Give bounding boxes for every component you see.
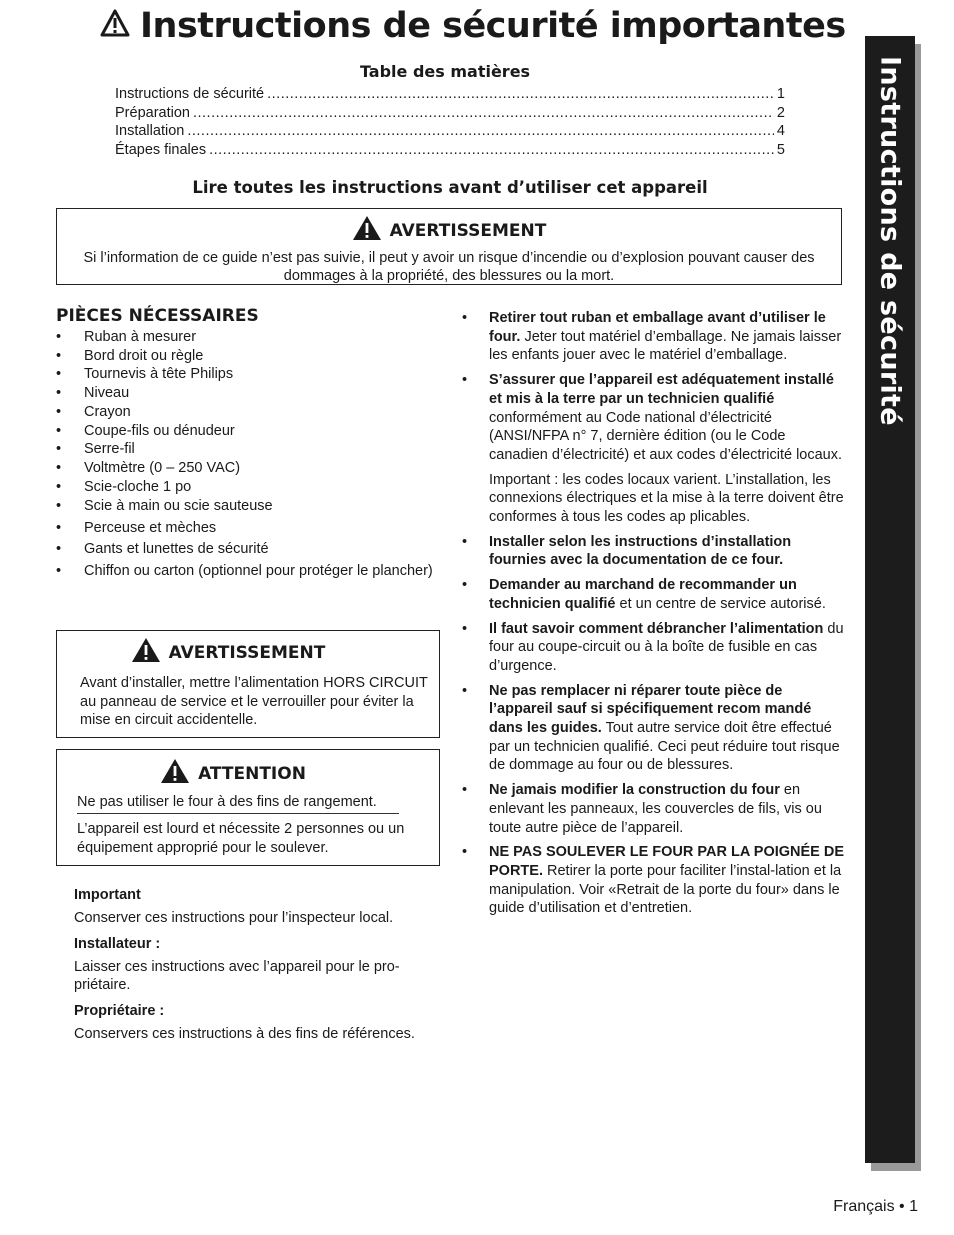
list-item-bold: Ne jamais modifier la construction du four xyxy=(489,782,780,799)
list-item: • Serre-fil xyxy=(56,440,440,459)
list-item-text: conformément au Code national d’électricité (ANSI/NFPA n° 7, dernière édition (ou le Code canadien d’électricité) et aux codes d’électricité locaux. xyxy=(489,409,843,463)
list-item xyxy=(462,682,847,776)
toc-entry-label: Installation xyxy=(115,123,185,139)
list-item: • Niveau xyxy=(56,384,440,403)
toc-entry-page: 2 xyxy=(776,104,785,121)
warning-triangle-icon xyxy=(100,6,130,46)
attention-line-2: L’appareil est lourd et nécessite 2 personnes ou un équipement approprié pour le soulever. xyxy=(77,821,405,856)
toc-entry[interactable] xyxy=(115,142,785,161)
list-item xyxy=(462,309,847,365)
important-notes xyxy=(74,885,444,1049)
important-label: Important xyxy=(74,887,141,903)
installer-text: Laisser ces instructions avec l’appareil pour le pro-priétaire. xyxy=(74,958,400,993)
list-item-bold: Retirer tout ruban et emballage avant d’utiliser le four. xyxy=(489,310,826,345)
list-item: • Perceuse et mèches xyxy=(56,518,440,540)
attention-title xyxy=(27,758,439,789)
page-footer: Français • 1 xyxy=(833,1198,918,1215)
toc-entry-page: 1 xyxy=(776,86,785,102)
warning-text: Avant d’installer, mettre l’alimentation HORS CIRCUIT au panneau de service et le verrouiller pour éviter la mise en circuit accidentelle. xyxy=(80,675,428,728)
important-text: Conserver ces instructions pour l’inspecteur local. xyxy=(74,910,394,926)
warning-text: Si l’information de ce guide n’est pas suivie, il peut y avoir un risque d’incendie ou d’explosion pouvant causer des dommages à la propriété, des blessures ou la mort. xyxy=(83,250,815,284)
toc-leader-dots xyxy=(209,142,774,158)
list-item-text: Jeter tout matériel d’emballage. Ne jamais laisser les enfants jouer avec le matériel d’emballage. xyxy=(489,328,842,364)
list-item xyxy=(462,576,847,613)
toc-heading: Table des matières xyxy=(359,62,531,81)
installer-label: Installateur : xyxy=(74,935,161,952)
owner-label: Propriétaire : xyxy=(74,1002,165,1019)
toc-entry-label: Préparation xyxy=(115,104,190,121)
toc-leader-dots xyxy=(267,86,774,102)
parts-section xyxy=(56,306,440,582)
warning-triangle-icon xyxy=(131,637,161,668)
toc-entry[interactable] xyxy=(115,86,785,105)
warning-triangle-icon xyxy=(352,215,382,246)
toc-entry-page: 5 xyxy=(776,141,785,158)
list-item-text: en enlevant les panneaux, les couvercles de fils, vis ou toute autre pièce de l’appareil. xyxy=(489,782,822,836)
list-item xyxy=(462,843,847,918)
list-item: • Crayon xyxy=(56,403,440,422)
parts-heading: PIÈCES NÉCESSAIRES xyxy=(56,306,259,326)
list-item-bold: Installer selon les instructions d’installation fournies avec la documentation de ce four. xyxy=(489,533,792,569)
section-side-tab xyxy=(865,36,915,1163)
warning-title xyxy=(17,637,439,668)
safety-instructions-list xyxy=(462,309,847,924)
page-title-text: Instructions de sécurité importantes xyxy=(140,6,846,46)
toc-entry-label: Étapes finales xyxy=(115,141,207,158)
list-item xyxy=(462,533,847,570)
list-item xyxy=(462,781,847,837)
list-item: • Ruban à mesurer xyxy=(56,328,440,347)
list-item-text: du four au coupe-circuit ou à la boîte de fusible en cas d’urgence. xyxy=(489,620,844,674)
list-item: • Chiffon ou carton (optionnel pour protéger le plancher) xyxy=(56,561,440,583)
list-item: • Voltmètre (0 – 250 VAC) xyxy=(56,459,440,478)
page-title xyxy=(100,6,846,46)
parts-list xyxy=(56,328,440,582)
top-warning-box xyxy=(56,208,842,285)
list-item: • Bord droit ou règle xyxy=(56,347,440,366)
list-item: • Tournevis à tête Philips xyxy=(56,365,440,384)
list-item: • Scie-cloche 1 po xyxy=(56,478,440,497)
list-item-bold: Il faut savoir comment débrancher l’alimentation xyxy=(489,620,824,637)
list-item xyxy=(462,620,847,676)
toc-entry-page: 4 xyxy=(776,123,785,139)
attention-box xyxy=(56,749,440,866)
toc-entry[interactable] xyxy=(115,105,785,124)
list-item-text: et un centre de service autorisé. xyxy=(615,595,826,612)
side-tab-label: Instructions de sécurité xyxy=(874,56,906,426)
attention-title-text: ATTENTION xyxy=(198,763,306,784)
codes-note: Important : les codes locaux varient. L’installation, les connexions électriques et la mise à la terre doivent être conformes à tous les codes ap plicables. xyxy=(489,471,844,526)
warning-title-text: AVERTISSEMENT xyxy=(168,642,326,663)
list-item-bold: Ne pas remplacer ni réparer toute pièce de l’appareil sauf si spécifiquement recom mandé dans les guides. xyxy=(489,682,812,737)
owner-text: Conservers ces instructions à des fins de références. xyxy=(74,1025,415,1042)
table-of-contents xyxy=(115,86,785,160)
list-item: • Gants et lunettes de sécurité xyxy=(56,539,440,561)
toc-leader-dots xyxy=(187,123,774,139)
toc-leader-dots xyxy=(193,105,774,121)
warning-title xyxy=(57,215,841,246)
warning-title-text: AVERTISSEMENT xyxy=(389,220,547,241)
list-item-bold: S’assurer que l’appareil est adéquatement installé et mis à la terre par un technicien qualifié xyxy=(489,372,834,407)
list-item-bold: NE PAS SOULEVER LE FOUR PAR LA POIGNÉE DE PORTE. xyxy=(489,844,845,879)
list-item-bold: Demander au marchand de recommander un technicien qualifié xyxy=(489,577,797,612)
toc-entry-label: Instructions de sécurité xyxy=(115,86,265,102)
warning-triangle-icon xyxy=(160,758,190,789)
list-item-text: Retirer la porte pour faciliter l’instal-lation et la manipulation. Voir «Retrait de la porte du four» dans le guide d’utilisation et d’entretien. xyxy=(489,862,842,917)
list-item-text: Tout autre service doit être effectué par un technicien qualifié. Ceci peut réduire tout risque de dommage au four ou de blessures. xyxy=(489,720,840,774)
list-item: • Scie à main ou scie sauteuse xyxy=(56,496,440,518)
toc-entry[interactable] xyxy=(115,123,785,142)
read-all-notice: Lire toutes les instructions avant d’utiliser cet appareil xyxy=(192,178,708,197)
list-item: • Coupe-fils ou dénudeur xyxy=(56,422,440,441)
attention-line-1: Ne pas utiliser le four à des fins de rangement. xyxy=(77,794,399,814)
power-warning-box xyxy=(56,630,440,738)
list-item xyxy=(462,371,847,465)
